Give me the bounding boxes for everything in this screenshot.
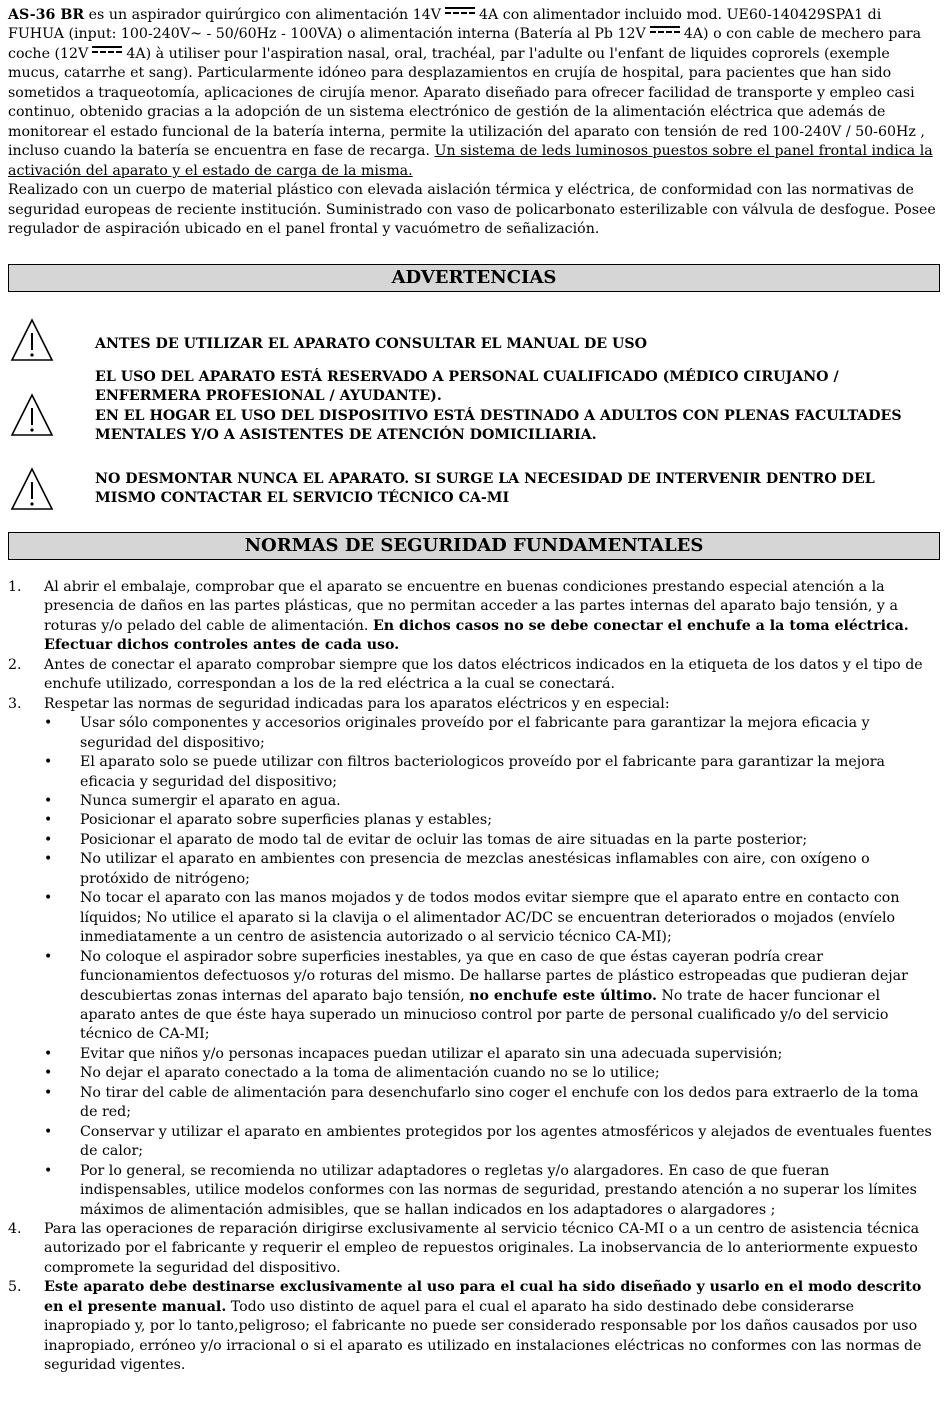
bullet-icon: • bbox=[44, 792, 53, 809]
list-item: 1. Al abrir el embalaje, comprobar que el aparato se encuentre en buenas condiciones prestando especial atención a la presencia de daños en las partes plásticas, que no permitan acceder a las partes internas del aparato bajo tensión, y a roturas y/o pelado del cable de alimentación. En dichos casos no se debe conectar el enchufe a la toma eléctrica. Efectuar dichos controles antes de cada uso. bbox=[8, 579, 909, 654]
bullet-item: • No tirar del cable de alimentación para desenchufarlo sino coger el enchufe con los dedos para extraerlo de la toma de red; bbox=[44, 1084, 919, 1121]
model-name: AS-36 BR bbox=[8, 7, 85, 23]
dc-symbol-icon bbox=[445, 7, 475, 16]
bullet-item: • Nunca sumergir el aparato en agua. bbox=[8, 792, 940, 811]
warning-triangle-icon bbox=[10, 393, 54, 437]
intro-paragraph: AS-36 BR es un aspirador quirúrgico con alimentación 14V 4A con alimentador incluido mod. UE60-140429SPA1 di FUHUA (input: 100-240V~ - 50/60Hz - 100VA) o alimentación interna (Batería al Pb 12V 4A) o con cable de mechero para coche (12V 4A) à utiliser pour l'aspiration nasal, oral, trachéal, par l'adulte ou l'enfant de liquides coprorels (exemple mucus, catarrhe et sang). Particularmente idóneo para desplazamientos en crujía de hospital, para pacientes que han sido sometidos a traqueotomía, aplicaciones de cirujía menor. Aparato diseñado para ofrecer facilidad de transporte y empleo casi continuo, obtenido gracias a la adopción de un sistema electrónico de gestión de la alimentación eléctrica que además de monitorear el estado funcional de la batería interna, permite la utilización del aparato con tensión de red 100-240V / 50-60Hz , incluso cuando la batería se encuentra en fase de recarga. Un sistema de leds luminosos puestos sobre el panel frontal indica la activación del aparato y el estado de carga de la misma. bbox=[8, 7, 933, 179]
bullet-icon: • bbox=[44, 1123, 53, 1140]
dc-symbol-icon bbox=[650, 26, 680, 35]
bullet-item: • No dejar el aparato conectado a la toma de alimentación cuando no se lo utilice; bbox=[8, 1064, 940, 1083]
warning-text: EL USO DEL APARATO ESTÁ RESERVADO A PERSONAL CUALIFICADO (MÉDICO CIRUJANO / ENFERMERA PROFESIONAL / AYUDANTE). EN EL HOGAR EL USO DEL DISPOSITIVO ESTÁ DESTINADO A ADULTOS CON PLENAS FACULTADES MENTALES Y/O A ASISTENTES DE ATENCIÓN DOMICILIARIA. bbox=[95, 369, 902, 444]
list-item: 5. Este aparato debe destinarse exclusivamente al uso para el cual ha sido diseñado y usarlo en el modo descrito en el presente manual. Todo uso distinto de aquel para el cual el aparato ha sido destinado debe considerarse inapropiado y, por lo tanto,peligroso; el fabricante no puede ser considerado responsable por los daños causados por uso inapropiado, erróneo y/o irracional o si el aparato es utilizado en instalaciones eléctricas no conformes con las normas de seguridad vigentes. bbox=[8, 1279, 922, 1374]
bullet-icon: • bbox=[44, 948, 53, 965]
bullet-icon: • bbox=[44, 831, 53, 848]
manual-page bbox=[8, 6, 940, 1374]
norms-list bbox=[8, 578, 940, 1376]
bullet-icon: • bbox=[44, 754, 53, 771]
bullet-icon: • bbox=[44, 1045, 53, 1062]
warning-text: NO DESMONTAR NUNCA EL APARATO. SI SURGE LA NECESIDAD DE INTERVENIR DENTRO DEL MISMO CONTACTAR EL SERVICIO TÉCNICO CA-MI bbox=[95, 471, 875, 507]
bullet-item: • Por lo general, se recomienda no utilizar adaptadores o regletas y/o alargadores. En caso de que fueran indispensables, utilice modelos conformes con las normas de seguridad, prestando atención a no superar los límites máximos de alimentación admisibles, que se hallan indicados en los adaptadores o alargadores ; bbox=[44, 1162, 917, 1218]
list-item: 3. Respetar las normas de seguridad indicadas para los aparatos eléctricos y en especial: bbox=[8, 695, 670, 712]
bullet-item: • Conservar y utilizar el aparato en ambientes protegidos por los agentes atmosféricos y alejados de eventuales fuentes de calor; bbox=[44, 1123, 932, 1160]
warning-text: ANTES DE UTILIZAR EL APARATO CONSULTAR EL MANUAL DE USO bbox=[95, 336, 647, 352]
bullet-item: • Usar sólo componentes y accesorios originales proveído por el fabricante para garantizar la mejora eficacia y seguridad del dispositivo; bbox=[44, 715, 870, 751]
bullet-item: • El aparato solo se puede utilizar con filtros bacteriologicos proveído por el fabricante para garantizar la mejora eficacia y seguridad del dispositivo; bbox=[44, 754, 885, 790]
bullet-icon: • bbox=[44, 851, 53, 868]
warning-triangle-icon bbox=[10, 467, 54, 511]
bullet-icon: • bbox=[44, 1162, 53, 1179]
bullet-item: • Evitar que niños y/o personas incapaces puedan utilizar el aparato sin una adecuada supervisión; bbox=[8, 1045, 940, 1064]
bullet-icon: • bbox=[44, 715, 53, 732]
warnings-header: ADVERTENCIAS bbox=[8, 264, 940, 292]
led-note: Un sistema de leds luminosos puestos sobre el panel frontal indica la activación del aparato y el estado de carga de la misma. bbox=[8, 143, 933, 179]
norms-header: NORMAS DE SEGURIDAD FUNDAMENTALES bbox=[8, 532, 940, 560]
list-item: 4. Para las operaciones de reparación dirigirse exclusivamente al servicio técnico CA-MI o a un centro de asistencia técnica autorizado por el fabricante y requerir el empleo de repuestos originales. La inobservancia de lo anteriormente expuesto compromete la seguridad del dispositivo. bbox=[8, 1220, 920, 1276]
bullet-item: • No utilizar el aparato en ambientes con presencia de mezclas anestésicas inflamables con aire, con oxígeno o protóxido de nitrógeno; bbox=[44, 851, 870, 887]
warning-triangle-icon bbox=[10, 318, 54, 362]
bullet-item: • Posicionar el aparato de modo tal de evitar de ocluir las tomas de aire situadas en la parte posterior; bbox=[8, 831, 940, 850]
bullet-icon: • bbox=[44, 1084, 53, 1101]
list-item: 2. Antes de conectar el aparato comprobar siempre que los datos eléctricos indicados en la etiqueta de los datos y el tipo de enchufe utilizado, correspondan a los de la red eléctrica a la cual se conectará. bbox=[8, 656, 923, 693]
bullet-icon: • bbox=[44, 812, 53, 829]
dc-symbol-icon bbox=[92, 46, 122, 55]
bullet-item: • Posicionar el aparato sobre superficies planas y estables; bbox=[8, 811, 940, 830]
bullet-item: • No tocar el aparato con las manos mojados y de todos modos evitar siempre que el aparato entre en contacto con líquidos; No utilice el aparato si la clavija o el alimentador AC/DC se encuentran deteriorados o mojados (envíelo inmediatamente a un centro de asistencia autorizado o al servicio técnico CA-MI); bbox=[44, 890, 900, 946]
bullet-icon: • bbox=[44, 890, 53, 907]
bullet-item: • No coloque el aspirador sobre superficies inestables, ya que en caso de que éstas cayeran podría crear funcionamientos defectuosos y/o roturas del mismo. De hallarse partes de plástico estropeadas que pudieran dejar descubiertas zonas internas del aparato bajo tensión, no enchufe este último. No trate de hacer funcionar el aparato antes de que éste haya superado un minucioso control por parte de personal cualificado y/o del servicio técnico de CA-MI; bbox=[44, 948, 908, 1043]
intro-paragraph-2: Realizado con un cuerpo de material plástico con elevada aislación térmica y eléctrica, de conformidad con las normativas de seguridad europeas de reciente institución. Suministrado con vaso de policarbonato esterilizable con válvula de desfogue. Posee regulador de aspiración ubicado en el panel frontal y vacuómetro de señalización. bbox=[8, 182, 936, 237]
bullet-icon: • bbox=[44, 1065, 53, 1082]
